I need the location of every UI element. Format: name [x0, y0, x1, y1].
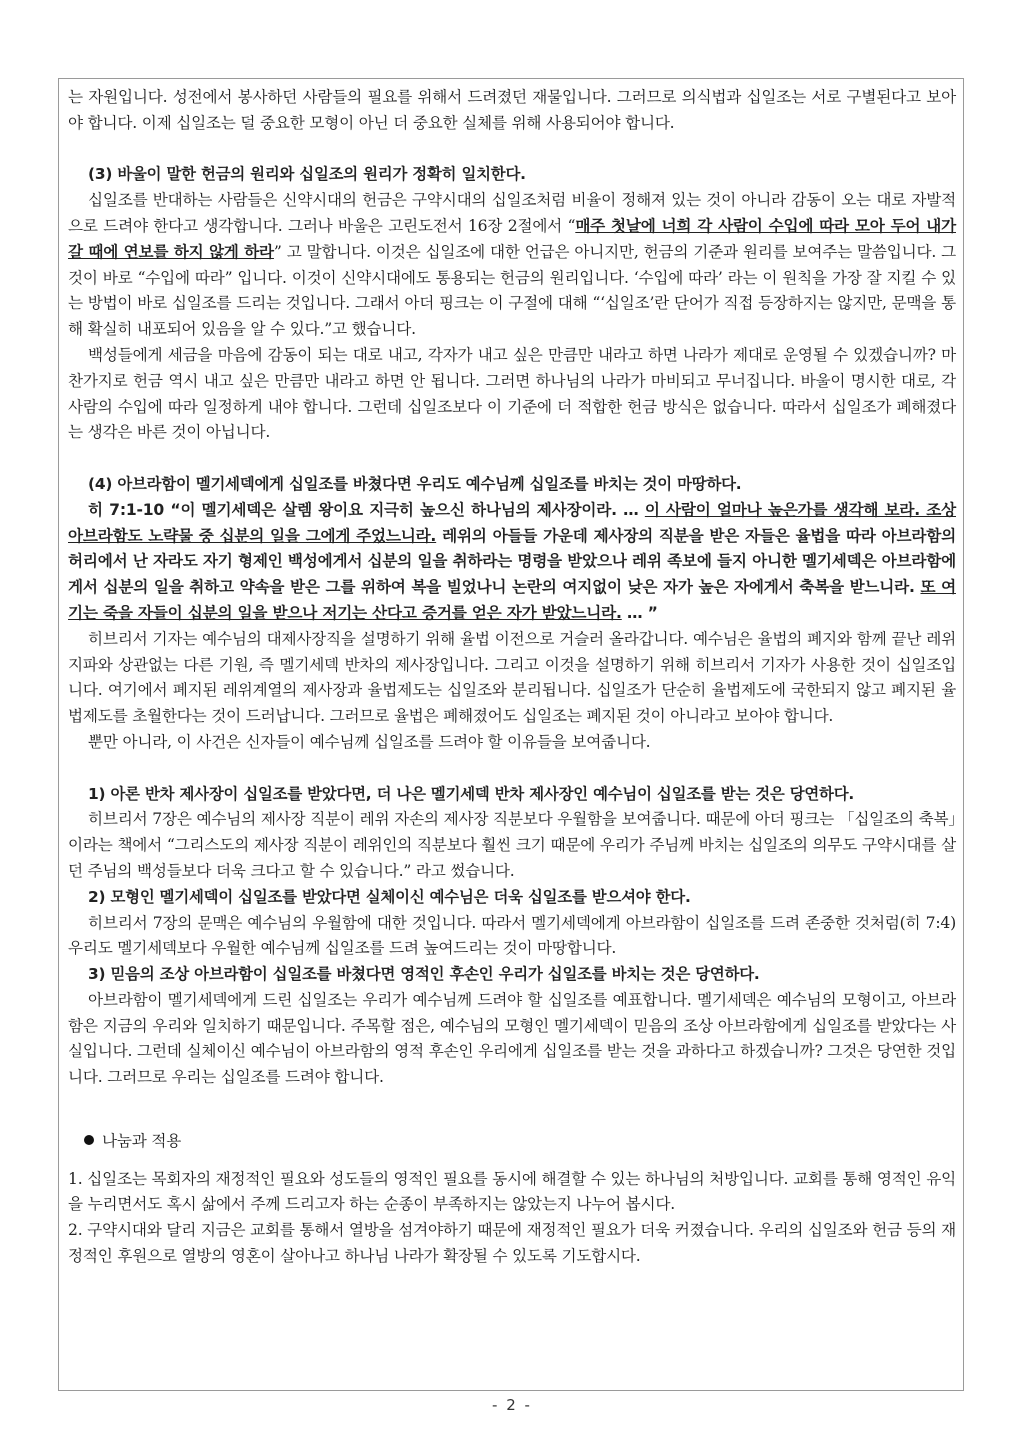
paragraph-4b: 뿐만 아니라, 이 사건은 신자들이 예수님께 십일조를 드려야 할 이유들을 보여줍니다.	[88, 732, 651, 751]
application-item-2: 2. 구약시대와 달리 지금은 교회를 통해서 열방을 섬겨야하기 때문에 재정적인 필요가 더욱 커졌습니다. 우리의 십일조와 헌금 등의 재정적인 후원으로 열방의 영혼이 살아나고 하나님 나라가 확장될 수 있도록 기도합시다.	[68, 1221, 956, 1266]
subheading-4-1: 1) 아론 반차 제사장이 십일조를 받았다면, 더 나은 멜기세덱 반차 제사장인 예수님이 십일조를 받는 것은 당연하다.	[88, 784, 855, 803]
heading-3: (3) 바울이 말한 헌금의 원리와 십일조의 원리가 정확히 일치한다.	[88, 165, 526, 184]
paragraph-3b: 백성들에게 세금을 마음에 감동이 되는 대로 내고, 각자가 내고 싶은 만큼만 내라고 하면 나라가 제대로 운영될 수 있겠습니까? 마찬가지로 헌금 역시 내고 싶은 만큼만 내라고 하면 안 됩니다. 그러면 하나님의 나라가 마비되고 무너집니다. 바울이 명시한 대로, 각 사람의 수입에 따라 일정하게 내야 합니다. 그런데 십일조보다 이 기준에 더 적합한 헌금 방식은 없습니다. 따라서 십일조가 폐해졌다는 생각은 바른 것이 아닙니다.	[68, 345, 956, 442]
paragraph-3a-rest: ” 고 말합니다. 이것은 십일조에 대한 언급은 아니지만, 헌금의 기준과 원리를 보여주는 말씀입니다. 그것이 바로 “수입에 따라” 입니다. 이것이 신약시대에도 통용되는 헌금의 원리입니다. ‘수입에 따라’ 라는 이 원칙을 가장 잘 지킬 수 있는 방법이 바로 십일조를 드리는 것입니다. 그래서 아더 핑크는 이 구절에 대해 “‘십일조’란 단어가 직접 등장하지는 않지만, 문맥을 통해 확실히 내포되어 있음을 알 수 있다.”고 했습니다.	[68, 242, 956, 339]
quote-part-a: 히 7:1-10 “이 멜기세덱은 살렘 왕이요 지극히 높으신 하나님의 제사장이라. …	[88, 500, 645, 519]
subheading-4-3: 3) 믿음의 조상 아브라함이 십일조를 바쳤다면 영적인 후손인 우리가 십일조를 바치는 것은 당연하다.	[88, 965, 760, 984]
quote-part-b: 이 사람이 얼마나 높은가를 생각해 보라. 조상 아브라함도 노략물 중 십분의 일을 그에게 주었느니라.	[68, 500, 956, 545]
paragraph-3a	[68, 188, 956, 343]
scripture-quote-cor: 매주 첫날에 너희 각 사람이 수입에 따라 모아 두어 내가 갈 때에 연보를 하지 않게 하라	[68, 216, 956, 261]
scripture-quote-heb	[68, 498, 956, 627]
subheading-4-2: 2) 모형인 멜기세덱이 십일조를 받았다면 실체이신 예수님은 더욱 십일조를 받으셔야 한다.	[88, 887, 691, 906]
quote-part-c: 레위의 아들들 가운데 제사장의 직분을 받은 자들은 율법을 따라 아브라함의 허리에서 난 자라도 자기 형제인 백성에게서 십분의 일을 취하라는 명령을 받았으나 레위 족보에 들지 아니한 멜기세덱은 아브라함에게서 십분의 일을 취하고 약속을 받은 그를 위하여 복을 빌었나니 논란의 여지없이 낮은 자가 높은 자에게서 축복을 받느니라.	[68, 526, 956, 597]
section-title-text: 나눔과 적용	[102, 1131, 182, 1150]
quote-part-d: 또 여기는 죽을 자들이 십분의 일을 받으나 저기는 산다고 증거를 얻은 자가 받았느니라.	[68, 578, 956, 622]
paragraph-4-3: 아브라함이 멜기세덱에게 드린 십일조는 우리가 예수님께 드려야 할 십일조를 예표합니다. 멜기세덱은 예수님의 모형이고, 아브라함은 지금의 우리와 일치하기 때문입니다. 주목할 점은, 예수님의 모형인 멜기세덱이 믿음의 조상 아브라함에게 십일조를 받았다는 사실입니다. 그런데 실체이신 예수님이 아브라함의 영적 후손인 우리에게 십일조를 받는 것을 과하다고 하겠습니까? 그것은 당연한 것입니다. 그러므로 우리는 십일조를 드려야 합니다.	[68, 990, 956, 1087]
document-body	[68, 85, 956, 1270]
bullet-icon	[84, 1135, 94, 1145]
heading-4: (4) 아브라함이 멜기세덱에게 십일조를 바쳤다면 우리도 예수님께 십일조를 바치는 것이 마땅하다.	[88, 474, 742, 493]
paragraph-intro: 는 자원입니다. 성전에서 봉사하던 사람들의 필요를 위해서 드려졌던 재물입니다. 그러므로 의식법과 십일조는 서로 구별된다고 보아야 합니다. 이제 십일조는 덜 중요한 모형이 아닌 더 중요한 실체를 위해 사용되어야 합니다.	[68, 88, 956, 132]
paragraph-4-2: 히브리서 7장의 문맥은 예수님의 우월함에 대한 것입니다. 따라서 멜기세덱에게 아브라함이 십일조를 드려 존중한 것처럼(히 7:4) 우리도 멜기세덱보다 우월한 예수님께 십일조를 드려 높여드리는 것이 마땅합니다.	[68, 913, 956, 958]
paragraph-4-1: 히브리서 7장은 예수님의 제사장 직분이 레위 자손의 제사장 직분보다 우월함을 보여줍니다. 때문에 아더 핑크는 「십일조의 축복」이라는 책에서 “그리스도의 제사장 직분이 레위인의 직분보다 훨씬 크기 때문에 우리가 주님께 바치는 십일조의 의무도 구약시대를 살던 주님의 백성들보다 더욱 크다고 할 수 있습니다.” 라고 썼습니다.	[68, 810, 956, 880]
quote-part-e: … ”	[621, 603, 658, 622]
paragraph-4a: 히브리서 기자는 예수님의 대제사장직을 설명하기 위해 율법 이전으로 거슬러 올라갑니다. 예수님은 율법의 폐지와 함께 끝난 레위지파와 상관없는 다른 기원, 즉 멜기세덱 반차의 제사장입니다. 그리고 이것을 설명하기 위해 히브리서 기자가 사용한 것이 십일조입니다. 여기에서 폐지된 레위계열의 제사장과 율법제도는 십일조와 분리됩니다. 십일조가 단순히 율법제도에 국한되지 않고 폐지된 율법제도를 초월한다는 것이 드러납니다. 그러므로 율법은 폐해졌어도 십일조는 폐지된 것이 아니라고 보아야 합니다.	[68, 629, 956, 726]
page-number: - 2 -	[492, 1396, 532, 1414]
application-item-1: 1. 십일조는 목회자의 재정적인 필요와 성도들의 영적인 필요를 동시에 해결할 수 있는 하나님의 처방입니다. 교회를 통해 영적인 유익을 누리면서도 혹시 삶에서 주께 드리고자 하는 순종이 부족하지는 않았는지 나누어 봅시다.	[68, 1169, 956, 1214]
paragraph-3a-text: 십일조를 반대하는 사람들은 신약시대의 헌금은 구약시대의 십일조처럼 비율이 정해져 있는 것이 아니라 감동이 오는 대로 자발적으로 드려야 한다고 생각합니다. 그러나 바울은 고린도전서 16장 2절에서 “	[68, 191, 956, 235]
application-section-title	[68, 1129, 956, 1155]
